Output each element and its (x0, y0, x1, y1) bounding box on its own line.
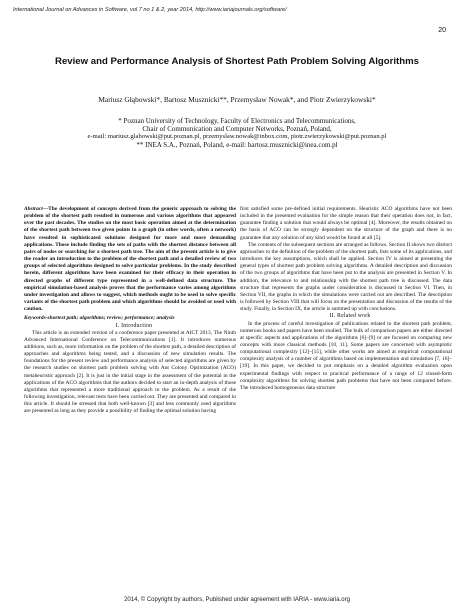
right-column (240, 206, 452, 392)
section-heading-introduction: I. Introduction (115, 322, 153, 329)
body-paragraph: first satisfied some pre-defined initial requirements. Heuristic ACO algorithms have not been included in the presented evaluation for the simple reason that their operation does not, in fact, guarantee finding a solution that would always be optimal [4]. Moreover, the results obtained on the basis of ACO can be strongly dependent on the structure of the graph and there is no guarantee that any solution of any kind would be found at all [5]. (240, 206, 452, 241)
author-list: Mariusz Głąbowski*, Bartosz Musznicki**, Przemysław Nowak*, and Piotr Zwierzykowski* (98, 95, 376, 104)
abstract-lead: Abstract (24, 206, 43, 212)
related-work-paragraph: In the process of careful investigation of publications related to the shortest path problem, numerous books and papers have been studied. The bulk of comparison papers are either directed at specific aspects and applications of the algorithms [6]–[9] or are focused on comparing new concepts with more classical methods [10, 11]. Some papers are concerned with asymptotic computational complexity [12]–[15], while other works are aimed at empirical computational complexity analysis of a number of algorithms based on implementation and simulation [7, 16]–[19]. In this paper, we decided to put emphasis on a detailed algorithm evaluation upon experimental findings with respect to practical performance of a range of 12 closed-form complexity algorithms for solving shortest path problems that have not been compared before. The introduced homogeneous data structure (240, 320, 452, 391)
running-head: International Journal on Advances in Software, vol 7 no 1 & 2, year 2014, http://www.iariajournals.org/software/ (13, 7, 287, 13)
intro-paragraph: This article is an extended version of a conference paper presented at AICT 2013, The Ninth Advanced International Conference on Telecommunications [1]. It introduces numerous additions, such as, more information on the problem of the shortest path, a detailed description of approaches and algorithms being tested, and a discussion of new simulation results. The foundations for the present review and performance analysis of selected algorithms are given by the research studies on shortest path problem solving with Ant Colony Optimization (ACO) metaheuristic approach [2]. It is just in the initial stage in the assessment of the potential in the applications of the ACO algorithms that the authors decided to start an in-depth analysis of those algorithms that represented a more traditional approach to the problem. As a result of the following investigation, relevant tests have been carried out. They are presented and compared in this article. It should be stressed that both well-known [3] and less commonly used algorithms are presented as long as they provide a possibility of finding the optimal solution having (24, 329, 236, 415)
keywords: Keywords-shortest path; algorithms; review; performance; analysis (24, 315, 175, 322)
affiliation-line: Chair of Communication and Computer Networks, Poznań, Poland, (142, 125, 332, 133)
page-footer: 2014, © Copyright by authors, Published under agreement with IARIA - www.iaria.org (124, 597, 350, 603)
affiliation-line: ** INEA S.A., Poznań, Poland, e-mail: bartosz.musznicki@inea.com.pl (136, 141, 338, 149)
section-heading-related-work: II. Related work (329, 313, 371, 320)
paper-title: Review and Performance Analysis of Shortest Path Problem Solving Algorithms (55, 56, 419, 67)
abstract (24, 206, 236, 313)
affiliation-line: * Poznan University of Technology, Faculty of Electronics and Telecommunications, (118, 117, 356, 125)
email-line: e-mail: mariusz.glabowski@put.poznan.pl, przemyslaw.nowak@inbox.com, piotr.zwierzykowski@put.poznan.pl (87, 133, 387, 140)
abstract-text: —The development of concepts derived from the generic approach to solving the problem of the shortest path resulted in numerous and various algorithms that appeared over the past decades. The studies on the most basic operation aimed at the determination of the shortest path between two given points in a graph (in other words, often a network) have resulted in sophisticated solutions designed for more and more demanding applications. Those include finding the sets of paths with the shortest distance between all pairs of nodes or searching for a shortest path tree. The aim of the present article is to give the reader an introduction to the problem of the shortest path and a detailed review of two groups of selected algorithms designed to solve particular problems. In the study described herein, different algorithms have been examined for their efficacy in their operation in directed graphs of different type represented in a well-defined data structure. The empirical simulation-based analysis proves that the performance varies among algorithms under investigation and allows to suggest, which methods ought to be used to solve specific variants of the shortest path problem and which algorithms should be avoided or used with caution. (24, 206, 236, 313)
body-paragraph: The contents of the subsequent sections are arranged as follows. Section II shows two distinct approaches to the definition of the problem of the shortest path, lists some of its applications, and introduces the key assumptions, which shall be applied. Section IV is aimed at presenting the general types of shortest path problem solving algorithms. A detailed description and discussion of the two groups of algorithms that have been put to the analysis are presented in Section V. In addition, the relevance to and relationship with the shortest path tree is discussed. The data structure that represents the graphs under consideration is discussed in Section VI. Then, in Section VII, the graphs in which the simulations were carried out are described. The description is followed by Section VIII that will focus on the presentation and discussion of the results of the study. Finally, in Section IX, the article is summed up with conclusions. (240, 241, 453, 313)
page-number: 20 (438, 27, 446, 34)
left-column (24, 206, 236, 416)
